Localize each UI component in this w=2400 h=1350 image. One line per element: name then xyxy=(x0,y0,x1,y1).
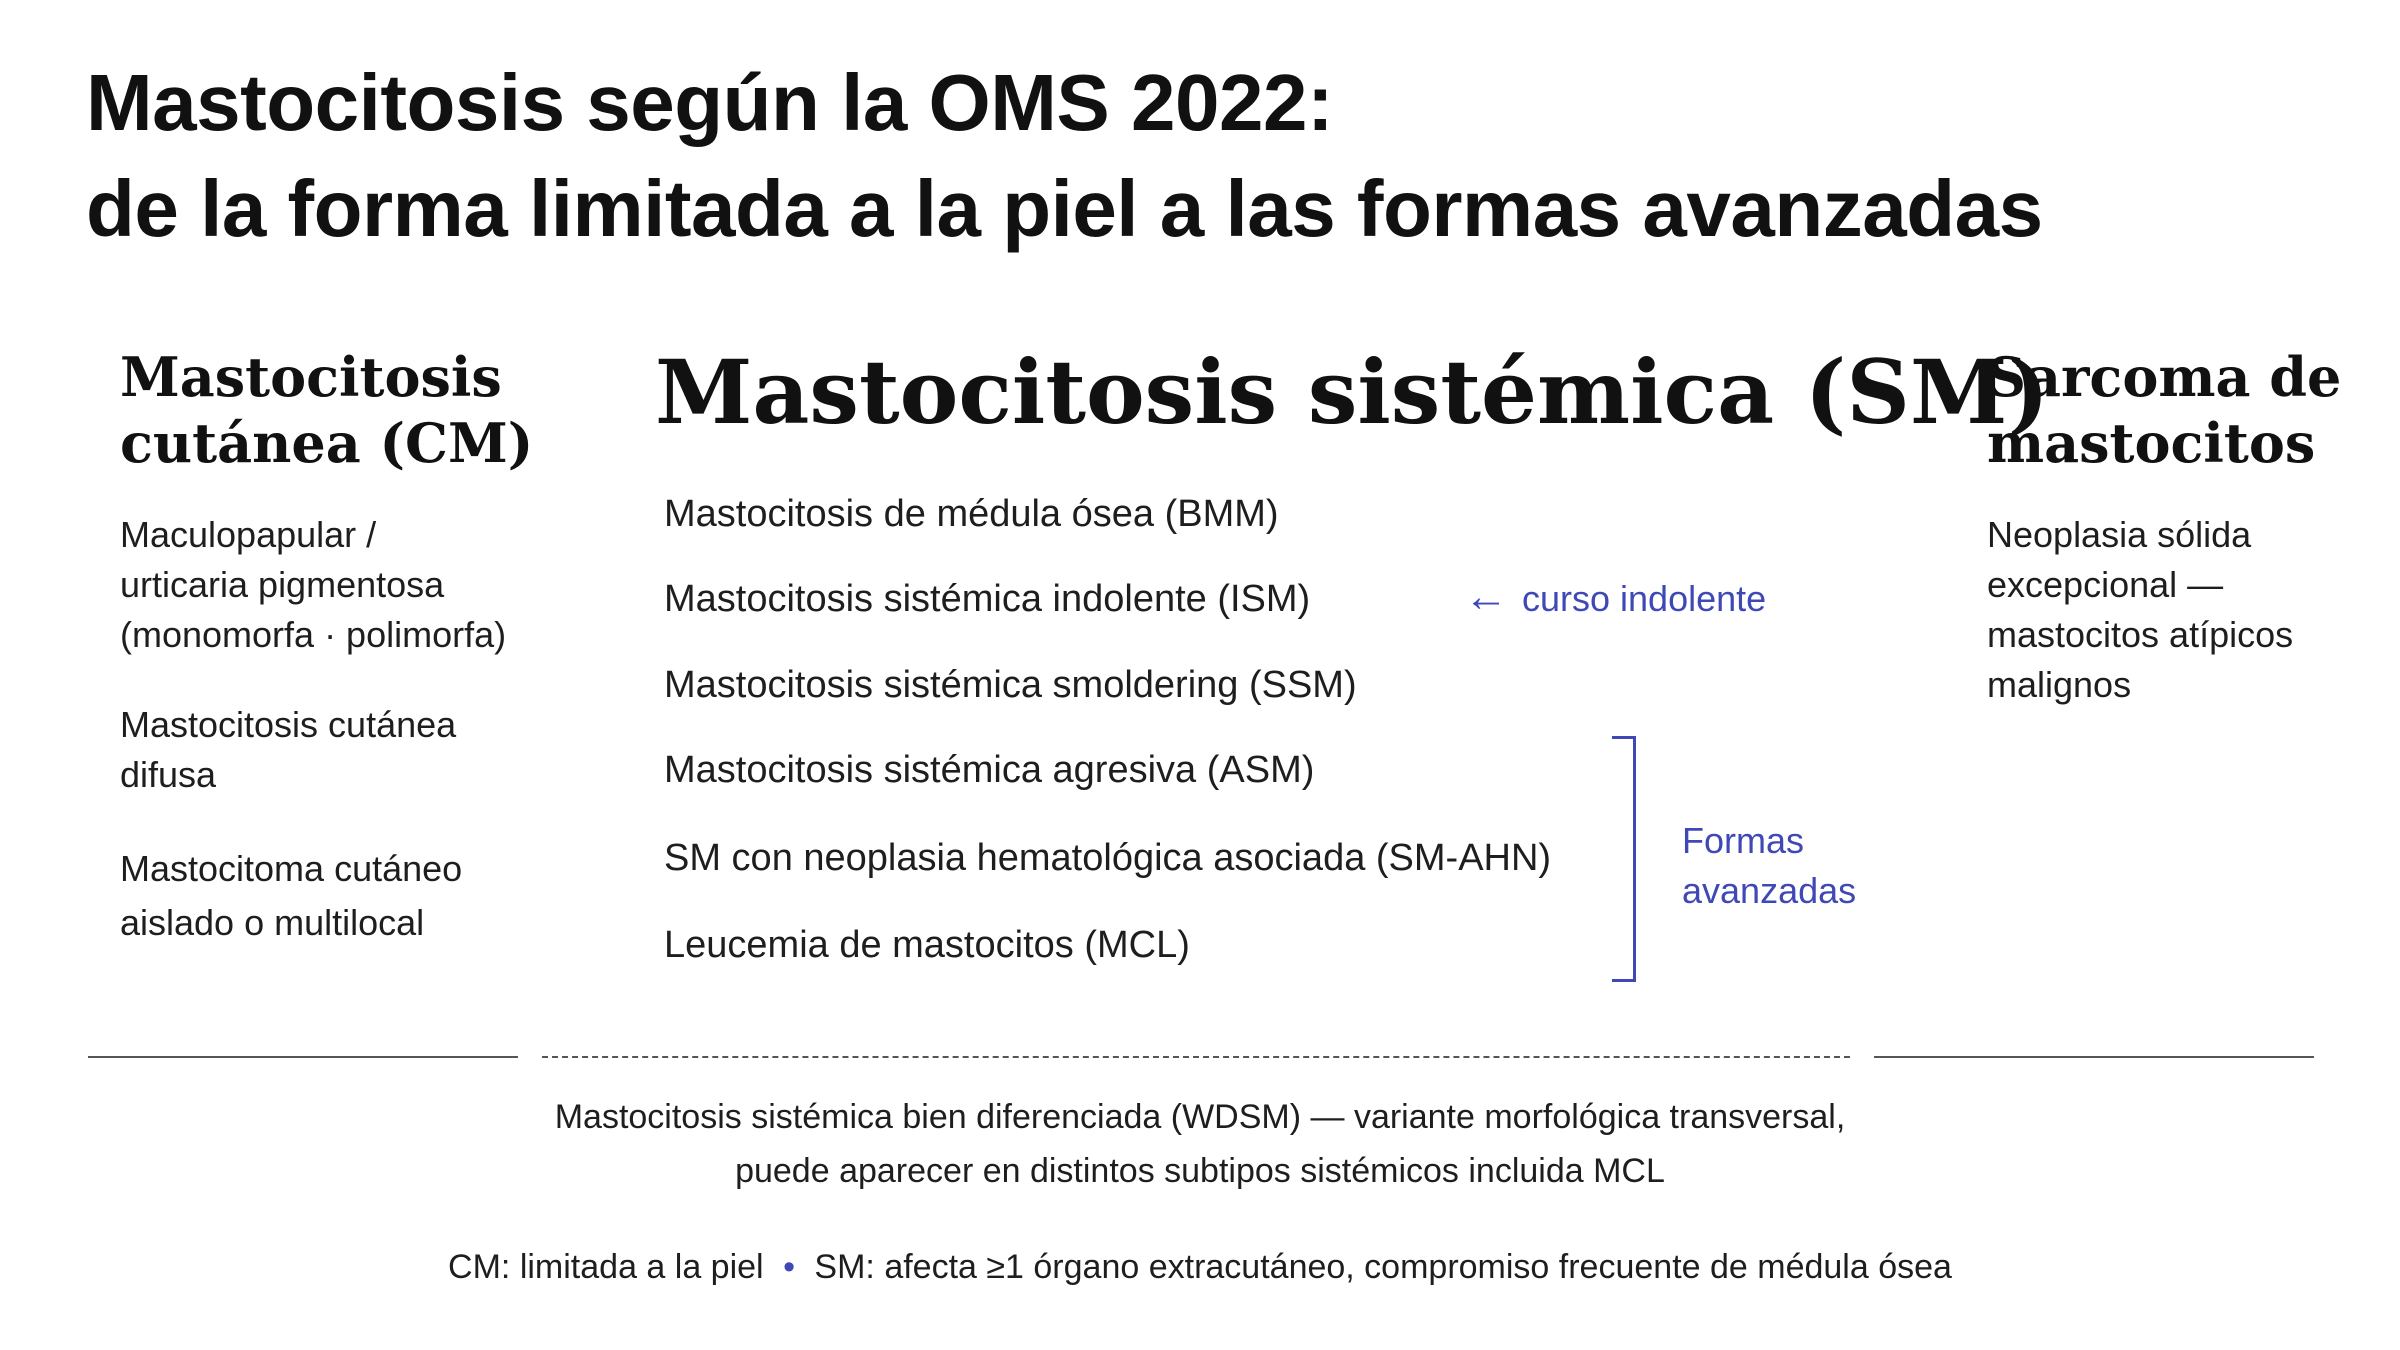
sm-subtype-mcl: Leucemia de mastocitos (MCL) xyxy=(664,924,1190,966)
arrow-left-icon: ← xyxy=(1464,572,1508,621)
cm-item-line: Mastocitoma cutáneo xyxy=(120,848,463,889)
sarcoma-description-line: malignos xyxy=(1987,664,2132,705)
page-title-line1: Mastocitosis según la OMS 2022: xyxy=(86,58,1334,147)
cm-item-mastocytoma xyxy=(120,842,462,950)
sm-subtype-bmm: Mastocitosis de médula ósea (BMM) xyxy=(664,493,1279,535)
advanced-forms-label-line2: avanzadas xyxy=(1682,870,1857,911)
sm-subtype-asm: Mastocitosis sistémica agresiva (ASM) xyxy=(664,749,1315,791)
footer-note xyxy=(200,1242,2200,1292)
indolent-annotation xyxy=(1464,572,1766,624)
cm-item-line: Mastocitosis cutánea xyxy=(120,704,457,745)
sarcoma-heading-line2: mastocitos xyxy=(1987,411,2316,475)
cm-item-line: urticaria pigmentosa xyxy=(120,564,445,605)
sarcoma-description-line: excepcional — xyxy=(1987,564,2224,605)
advanced-forms-bracket xyxy=(1612,736,1636,982)
separator-left xyxy=(88,1056,518,1058)
sm-subtype-ism: Mastocitosis sistémica indolente (ISM) xyxy=(664,578,1311,620)
cm-item-diffuse xyxy=(120,700,456,800)
footer-cm-note: CM: limitada a la piel xyxy=(448,1248,764,1286)
separator-right xyxy=(1874,1056,2314,1058)
wdsm-note-line2: puede aparecer en distintos subtipos sistémicos incluida MCL xyxy=(735,1152,1665,1190)
page-title-line2: de la forma limitada a la piel a las formas avanzadas xyxy=(86,164,2043,253)
footer-sm-note: SM: afecta ≥1 órgano extracutáneo, compromiso frecuente de médula ósea xyxy=(814,1248,1952,1286)
sarcoma-description-line: Neoplasia sólida xyxy=(1987,514,2252,555)
cm-heading-line2: cutánea (CM) xyxy=(120,411,534,475)
sarcoma-heading-line1: Sarcoma de xyxy=(1987,345,2342,409)
bullet-icon: • xyxy=(783,1248,795,1286)
cm-item-line: aislado o multilocal xyxy=(120,902,425,943)
cm-item-line: difusa xyxy=(120,754,217,795)
sm-subtype-ssm: Mastocitosis sistémica smoldering (SSM) xyxy=(664,664,1357,706)
cm-heading xyxy=(120,344,533,476)
cm-heading-line1: Mastocitosis xyxy=(120,345,502,409)
sarcoma-description xyxy=(1987,510,2293,710)
cm-item-line: Maculopapular / xyxy=(120,514,377,555)
cm-item-maculopapular xyxy=(120,510,506,660)
wdsm-note-line1: Mastocitosis sistémica bien diferenciada (WDSM) — variante morfológica transversal, xyxy=(554,1098,1846,1136)
indolent-label: curso indolente xyxy=(1522,578,1767,619)
sm-heading: Mastocitosis sistémica (SM) xyxy=(655,340,2049,444)
sarcoma-heading xyxy=(1987,344,2341,476)
wdsm-note xyxy=(200,1090,2200,1198)
cm-item-line: (monomorfa · polimorfa) xyxy=(120,614,507,655)
page-title xyxy=(86,50,2336,262)
sarcoma-description-line: mastocitos atípicos xyxy=(1987,614,2294,655)
advanced-forms-label-line1: Formas xyxy=(1682,820,1805,861)
advanced-forms-label xyxy=(1682,816,1856,916)
sm-subtype-sm-ahn: SM con neoplasia hematológica asociada (SM-AHN) xyxy=(664,837,1552,879)
separator-dashed xyxy=(542,1056,1850,1058)
